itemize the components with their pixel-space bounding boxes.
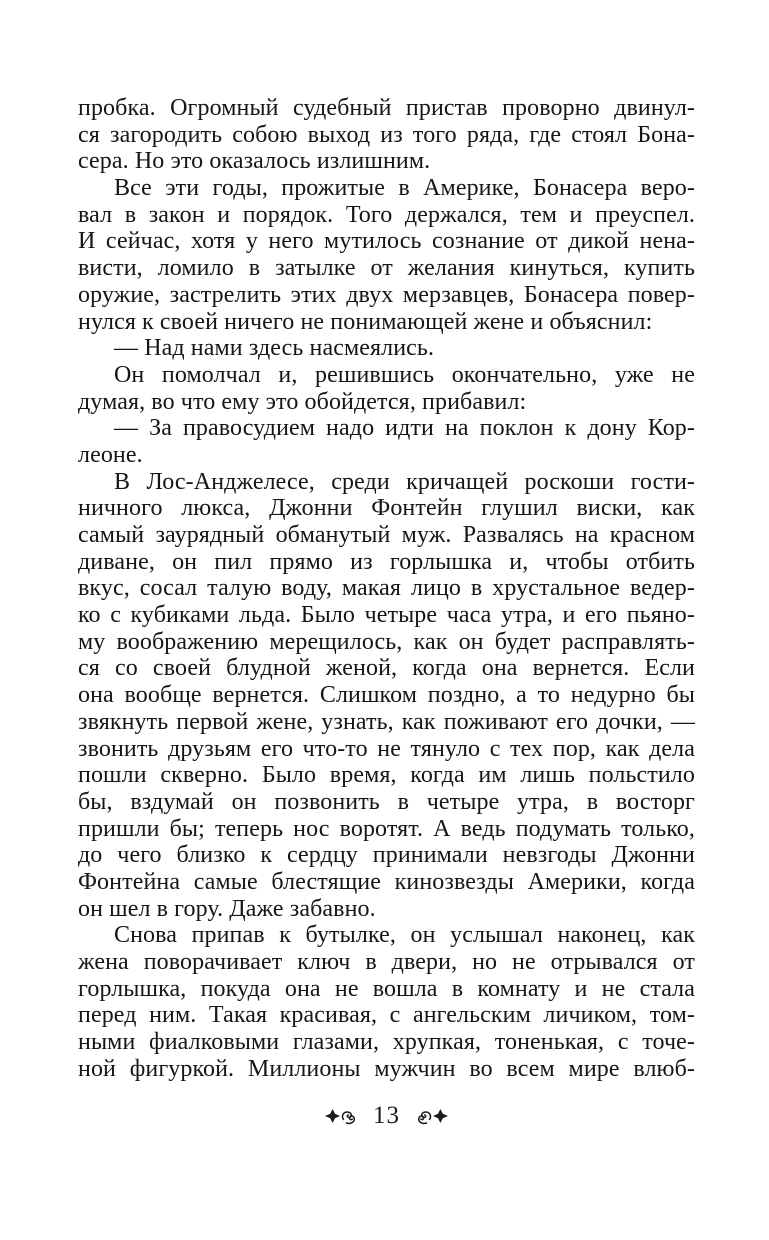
text-line: звякнуть первой жене, узнать, как поживают его дочки, —	[78, 708, 695, 735]
text-line: звонить друзьям его что-то не тянуло с тех пор, как дела	[78, 735, 695, 762]
text-line: вал в закон и порядок. Того держался, тем и преуспел.	[78, 201, 695, 228]
page-footer	[78, 1102, 695, 1130]
text-line: ной фигуркой. Миллионы мужчин во всем мире влюб-	[78, 1055, 695, 1082]
text-line: думая, во что ему это обойдется, прибавил:	[78, 388, 527, 415]
text-line: бы, вздумай он позвонить в четыре утра, в восторг	[78, 788, 695, 815]
text-line: горлышка, покуда она не вошла в комнату и не стала	[78, 975, 695, 1002]
text-line: Он помолчал и, решившись окончательно, уже не	[114, 361, 695, 388]
text-line: И сейчас, хотя у него мутилось сознание от дикой нена-	[78, 228, 695, 255]
text-line: оружие, застрелить этих двух мерзавцев, Бонасера повер-	[78, 281, 695, 308]
text-line: пробка. Огромный судебный пристав проворно двинул-	[78, 95, 695, 121]
text-block	[78, 95, 695, 1082]
text-line: ничного люкса, Джонни Фонтейн глушил виски, как	[78, 495, 695, 522]
text-line: висти, ломило в затылке от желания кинуться, купить	[78, 255, 695, 282]
text-line: до чего близко к сердцу принимали невзгоды Джонни	[78, 842, 695, 869]
text-line: перед ним. Такая красивая, с ангельским личиком, том-	[78, 1002, 695, 1029]
text-line: Фонтейна самые блестящие кинозвезды Америки, когда	[78, 868, 695, 895]
text-line: он шел в гору. Даже забавно.	[78, 895, 376, 922]
text-line: самый заурядный обманутый муж. Развалясь на красном	[78, 522, 695, 548]
text-line: В Лос-Анджелесе, среди кричащей роскоши гости-	[114, 468, 695, 495]
text-line: му воображению мерещилось, как он будет расправлять-	[78, 628, 695, 655]
text-line: пошли скверно. Было время, когда им лишь польстило	[78, 762, 695, 789]
text-line: вкус, сосал талую воду, макая лицо в хрустальное ведер-	[78, 575, 695, 602]
text-line: она вообще вернется. Слишком поздно, а то недурно бы	[78, 682, 695, 709]
text-line: жена поворачивает ключ в двери, но не отрывался от	[78, 949, 695, 975]
text-line: — За правосудием надо идти на поклон к дону Кор-	[114, 415, 695, 442]
page-number: 13	[373, 1102, 400, 1130]
text-line: пришли бы; теперь нос воротят. А ведь подумать только,	[78, 815, 695, 842]
fleuron-left-icon	[324, 1106, 360, 1126]
text-line: — Над нами здесь насмеялись.	[114, 335, 435, 362]
text-line: сера. Но это оказалось излишним.	[78, 148, 431, 175]
text-line: Все эти годы, прожитые в Америке, Бонасера веро-	[114, 175, 695, 202]
text-line: ными фиалковыми глазами, хрупкая, тоненькая, с точе-	[78, 1029, 695, 1056]
text-line: диване, он пил прямо из горлышка и, чтобы отбить	[78, 548, 695, 575]
text-line: ко с кубиками льда. Было четыре часа утра, и его пьяно-	[78, 602, 695, 629]
fleuron-right-icon	[413, 1106, 449, 1126]
text-line: леоне.	[78, 441, 143, 468]
text-line: ся со своей блудной женой, когда она вернется. Если	[78, 655, 695, 682]
text-line: нулся к своей ничего не понимающей жене и объяснил:	[78, 308, 653, 335]
text-line: ся загородить собою выход из того ряда, где стоял Бона-	[78, 121, 695, 148]
text-line: Снова припав к бутылке, он услышал наконец, как	[114, 922, 695, 949]
